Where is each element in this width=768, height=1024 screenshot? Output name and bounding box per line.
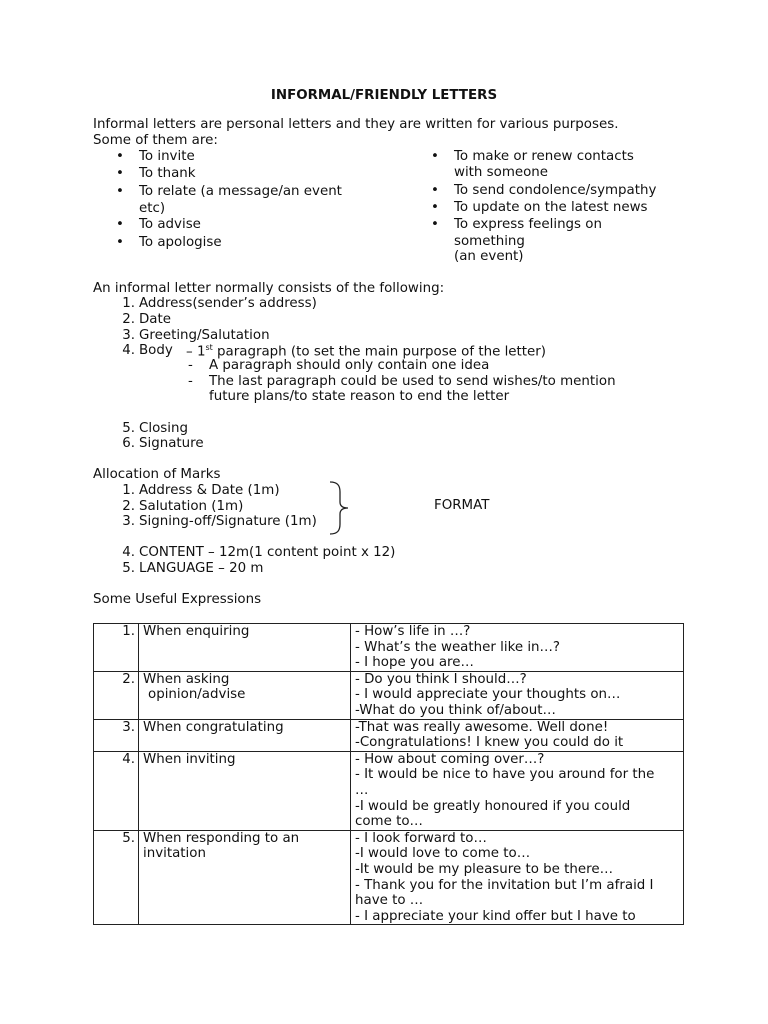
expressions-table xyxy=(93,623,684,925)
body-point-continued: future plans/to state reason to end the letter xyxy=(209,389,510,404)
expression-line: - I hope you are… xyxy=(355,655,474,671)
body-point: The last paragraph could be used to send wishes/to mention xyxy=(209,374,616,389)
table-row xyxy=(94,830,684,925)
purpose-item: • To advise xyxy=(139,217,201,232)
situation-text: When congratulating xyxy=(143,719,284,735)
situation-text: When responding to an xyxy=(143,830,300,846)
list-number: 4. xyxy=(122,343,135,358)
list-text: Salutation (1m) xyxy=(139,499,244,514)
dash-marker: - xyxy=(188,374,193,389)
expression-line: -It would be my pleasure to be there… xyxy=(355,861,613,877)
list-number: 5. xyxy=(122,421,135,436)
format-label: FORMAT xyxy=(434,498,490,513)
purpose-item-continued: with someone xyxy=(454,165,549,180)
purpose-item-continued: etc) xyxy=(139,201,166,216)
body-first-rest: paragraph (to set the main purpose of the letter) xyxy=(212,344,546,360)
purpose-item: • To invite xyxy=(139,149,195,164)
expressions-cell xyxy=(351,751,684,830)
purpose-item: • To relate (a message/an event xyxy=(139,184,342,199)
intro-line-1: Informal letters are personal letters and they are written for various purposes. xyxy=(93,117,619,132)
list-text: LANGUAGE – 20 m xyxy=(139,561,264,576)
list-text: Closing xyxy=(139,421,188,436)
right-brace-icon xyxy=(326,480,356,536)
expressions-cell xyxy=(351,719,684,751)
expression-line: - Do you think I should…? xyxy=(355,671,527,687)
expression-line: … xyxy=(355,782,369,798)
situation-text: When enquiring xyxy=(143,624,250,639)
body-point: A paragraph should only contain one idea xyxy=(209,358,490,373)
purpose-item-continued: (an event) xyxy=(454,249,524,264)
list-text: Date xyxy=(139,312,172,327)
purpose-item-continued: something xyxy=(454,234,525,249)
expressions-heading: Some Useful Expressions xyxy=(93,592,262,607)
list-number: 6. xyxy=(122,436,135,451)
list-number: 3. xyxy=(122,514,135,529)
list-text: Address(sender’s address) xyxy=(139,296,317,311)
list-number: 1. xyxy=(122,296,135,311)
expression-line: come to… xyxy=(355,814,423,830)
expression-line: -That was really awesome. Well done! xyxy=(355,719,609,735)
list-text: Body xyxy=(139,343,173,358)
purpose-item: • To send condolence/sympathy xyxy=(454,183,656,198)
purpose-item: • To make or renew contacts xyxy=(454,149,634,164)
situation-cell xyxy=(139,751,351,830)
expression-line: -I would love to come to… xyxy=(355,846,531,862)
table-row xyxy=(94,624,684,672)
intro-line-2: Some of them are: xyxy=(93,133,218,148)
body-first-prefix: – 1 xyxy=(186,344,206,360)
situation-cell xyxy=(139,830,351,925)
list-number: 1. xyxy=(122,483,135,498)
list-number: 5. xyxy=(122,561,135,576)
expression-line: - I would appreciate your thoughts on… xyxy=(355,687,621,703)
list-number: 2. xyxy=(122,312,135,327)
dash-marker: - xyxy=(188,358,193,373)
table-row xyxy=(94,751,684,830)
expression-line: have to … xyxy=(355,893,424,909)
row-number: 3. xyxy=(94,719,139,751)
body-first-superscript: st xyxy=(205,343,213,352)
list-text: Address & Date (1m) xyxy=(139,483,280,498)
expression-line: - What’s the weather like in…? xyxy=(355,639,561,655)
expression-line: - I look forward to… xyxy=(355,830,487,846)
table-row xyxy=(94,719,684,751)
situation-cell xyxy=(139,719,351,751)
expression-line: - How’s life in …? xyxy=(355,624,471,639)
expression-line: - It would be nice to have you around for the xyxy=(355,767,655,783)
page-title: INFORMAL/FRIENDLY LETTERS xyxy=(270,88,498,103)
situation-text: invitation xyxy=(143,846,206,862)
table-row xyxy=(94,671,684,719)
expressions-cell xyxy=(351,671,684,719)
row-number: 2. xyxy=(94,671,139,719)
situation-text: opinion/advise xyxy=(148,687,246,703)
list-text: Signing-off/Signature (1m) xyxy=(139,514,317,529)
purpose-item: • To update on the latest news xyxy=(454,200,648,215)
list-text: Signature xyxy=(139,436,204,451)
list-number: 4. xyxy=(122,545,135,560)
list-text: CONTENT – 12m(1 content point x 12) xyxy=(139,545,396,560)
row-number: 1. xyxy=(94,624,139,672)
row-number: 4. xyxy=(94,751,139,830)
expression-line: -I would be greatly honoured if you could xyxy=(355,798,631,814)
expression-line: -What do you think of/about… xyxy=(355,702,556,718)
purpose-item: • To express feelings on xyxy=(454,217,602,232)
list-number: 3. xyxy=(122,328,135,343)
expression-line: - How about coming over…? xyxy=(355,751,545,767)
expressions-cell xyxy=(351,624,684,672)
expressions-cell xyxy=(351,830,684,925)
marks-heading: Allocation of Marks xyxy=(93,467,221,482)
row-number: 5. xyxy=(94,830,139,925)
situation-text: When inviting xyxy=(143,751,236,767)
parts-intro: An informal letter normally consists of the following: xyxy=(93,281,445,296)
expression-line: - I appreciate your kind offer but I have to xyxy=(355,908,636,924)
situation-text: When asking xyxy=(143,671,230,687)
purpose-item: • To apologise xyxy=(139,235,222,250)
list-text: Greeting/Salutation xyxy=(139,328,270,343)
expression-line: - Thank you for the invitation but I’m afraid I xyxy=(355,877,654,893)
situation-cell xyxy=(139,671,351,719)
body-first-paragraph xyxy=(186,343,546,359)
list-number: 2. xyxy=(122,499,135,514)
situation-cell xyxy=(139,624,351,672)
expression-line: -Congratulations! I knew you could do it xyxy=(355,735,624,751)
purpose-item: • To thank xyxy=(139,166,196,181)
